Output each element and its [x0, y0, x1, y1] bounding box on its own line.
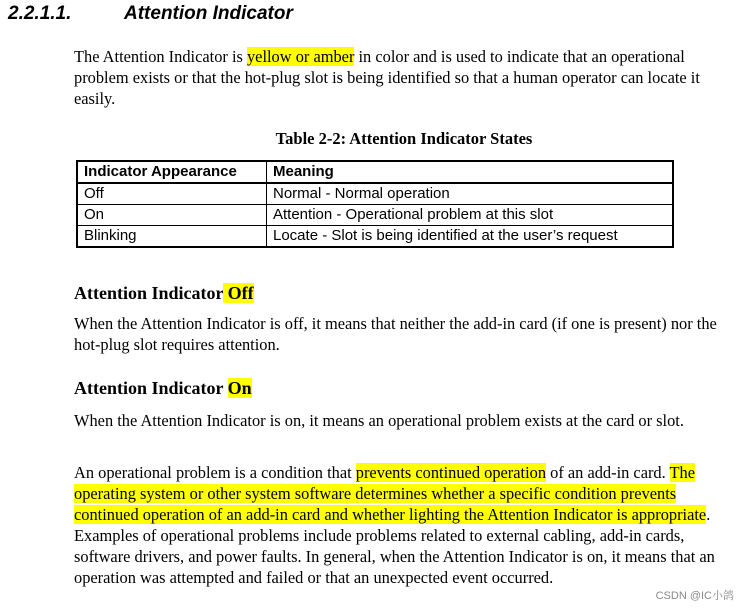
table-header-row: [77, 161, 673, 183]
off-heading: [74, 281, 254, 305]
intro-paragraph: [74, 46, 734, 109]
on-paragraph-1: When the Attention Indicator is on, it means an operational problem exists at the card or slot.: [74, 411, 684, 430]
off-paragraph: When the Attention Indicator is off, it means that neither the add-in card (if one is present) nor the hot-plug slot requires attention.: [74, 314, 717, 354]
intro-text-after: in color and is used to indicate that an operational problem exists or that the hot-plug slot is being identified so that a human operator can locate it easily.: [74, 47, 700, 108]
off-heading-highlight: Off: [223, 283, 254, 303]
table-cell-appearance: On: [77, 205, 267, 226]
on-p2-highlight-2: The operating system or other system software determines whether a specific condition prevents continued operation of an add-in card and whether lighting the Attention Indicator is appropriate: [74, 463, 707, 524]
table-caption: Table 2-2: Attention Indicator States: [275, 129, 533, 148]
section-heading: [8, 2, 293, 26]
on-p2-text-3: . Examples of operational problems include problems related to external cabling, add-in cards, software drivers, and power faults. In general, when the Attention Indicator is on, it means that an operation was attempted and failed or that an unexpected event occurred.: [74, 505, 715, 587]
on-paragraph-2: [74, 462, 734, 588]
table-row: [77, 205, 673, 226]
section-title: Attention Indicator: [124, 3, 293, 24]
table-cell-meaning: Locate - Slot is being identified at the user’s request: [267, 226, 674, 248]
on-heading-highlight: On: [227, 378, 252, 398]
on-heading: [74, 376, 252, 400]
table-row: [77, 226, 673, 248]
intro-highlight: yellow or amber: [246, 47, 355, 66]
on-heading-prefix: Attention Indicator: [74, 378, 228, 398]
section-number: 2.2.1.1.: [8, 3, 72, 24]
table-cell-meaning: Attention - Operational problem at this slot: [267, 205, 674, 226]
off-heading-prefix: Attention Indicator: [74, 283, 224, 303]
table-cell-meaning: Normal - Normal operation: [267, 183, 674, 205]
table-cell-appearance: Off: [77, 183, 267, 205]
table-row: [77, 183, 673, 205]
intro-text-before: The Attention Indicator is: [74, 47, 247, 66]
on-p2-text-1: An operational problem is a condition that: [74, 463, 356, 482]
column-header-appearance: Indicator Appearance: [77, 161, 267, 183]
on-p2-highlight-1: prevents continued operation: [355, 463, 547, 482]
column-header-meaning: Meaning: [267, 161, 674, 183]
indicator-states-table: [76, 160, 674, 248]
table-cell-appearance: Blinking: [77, 226, 267, 248]
watermark: CSDN @IC小鸽: [654, 587, 736, 603]
on-p2-text-2: of an add-in card.: [546, 463, 670, 482]
